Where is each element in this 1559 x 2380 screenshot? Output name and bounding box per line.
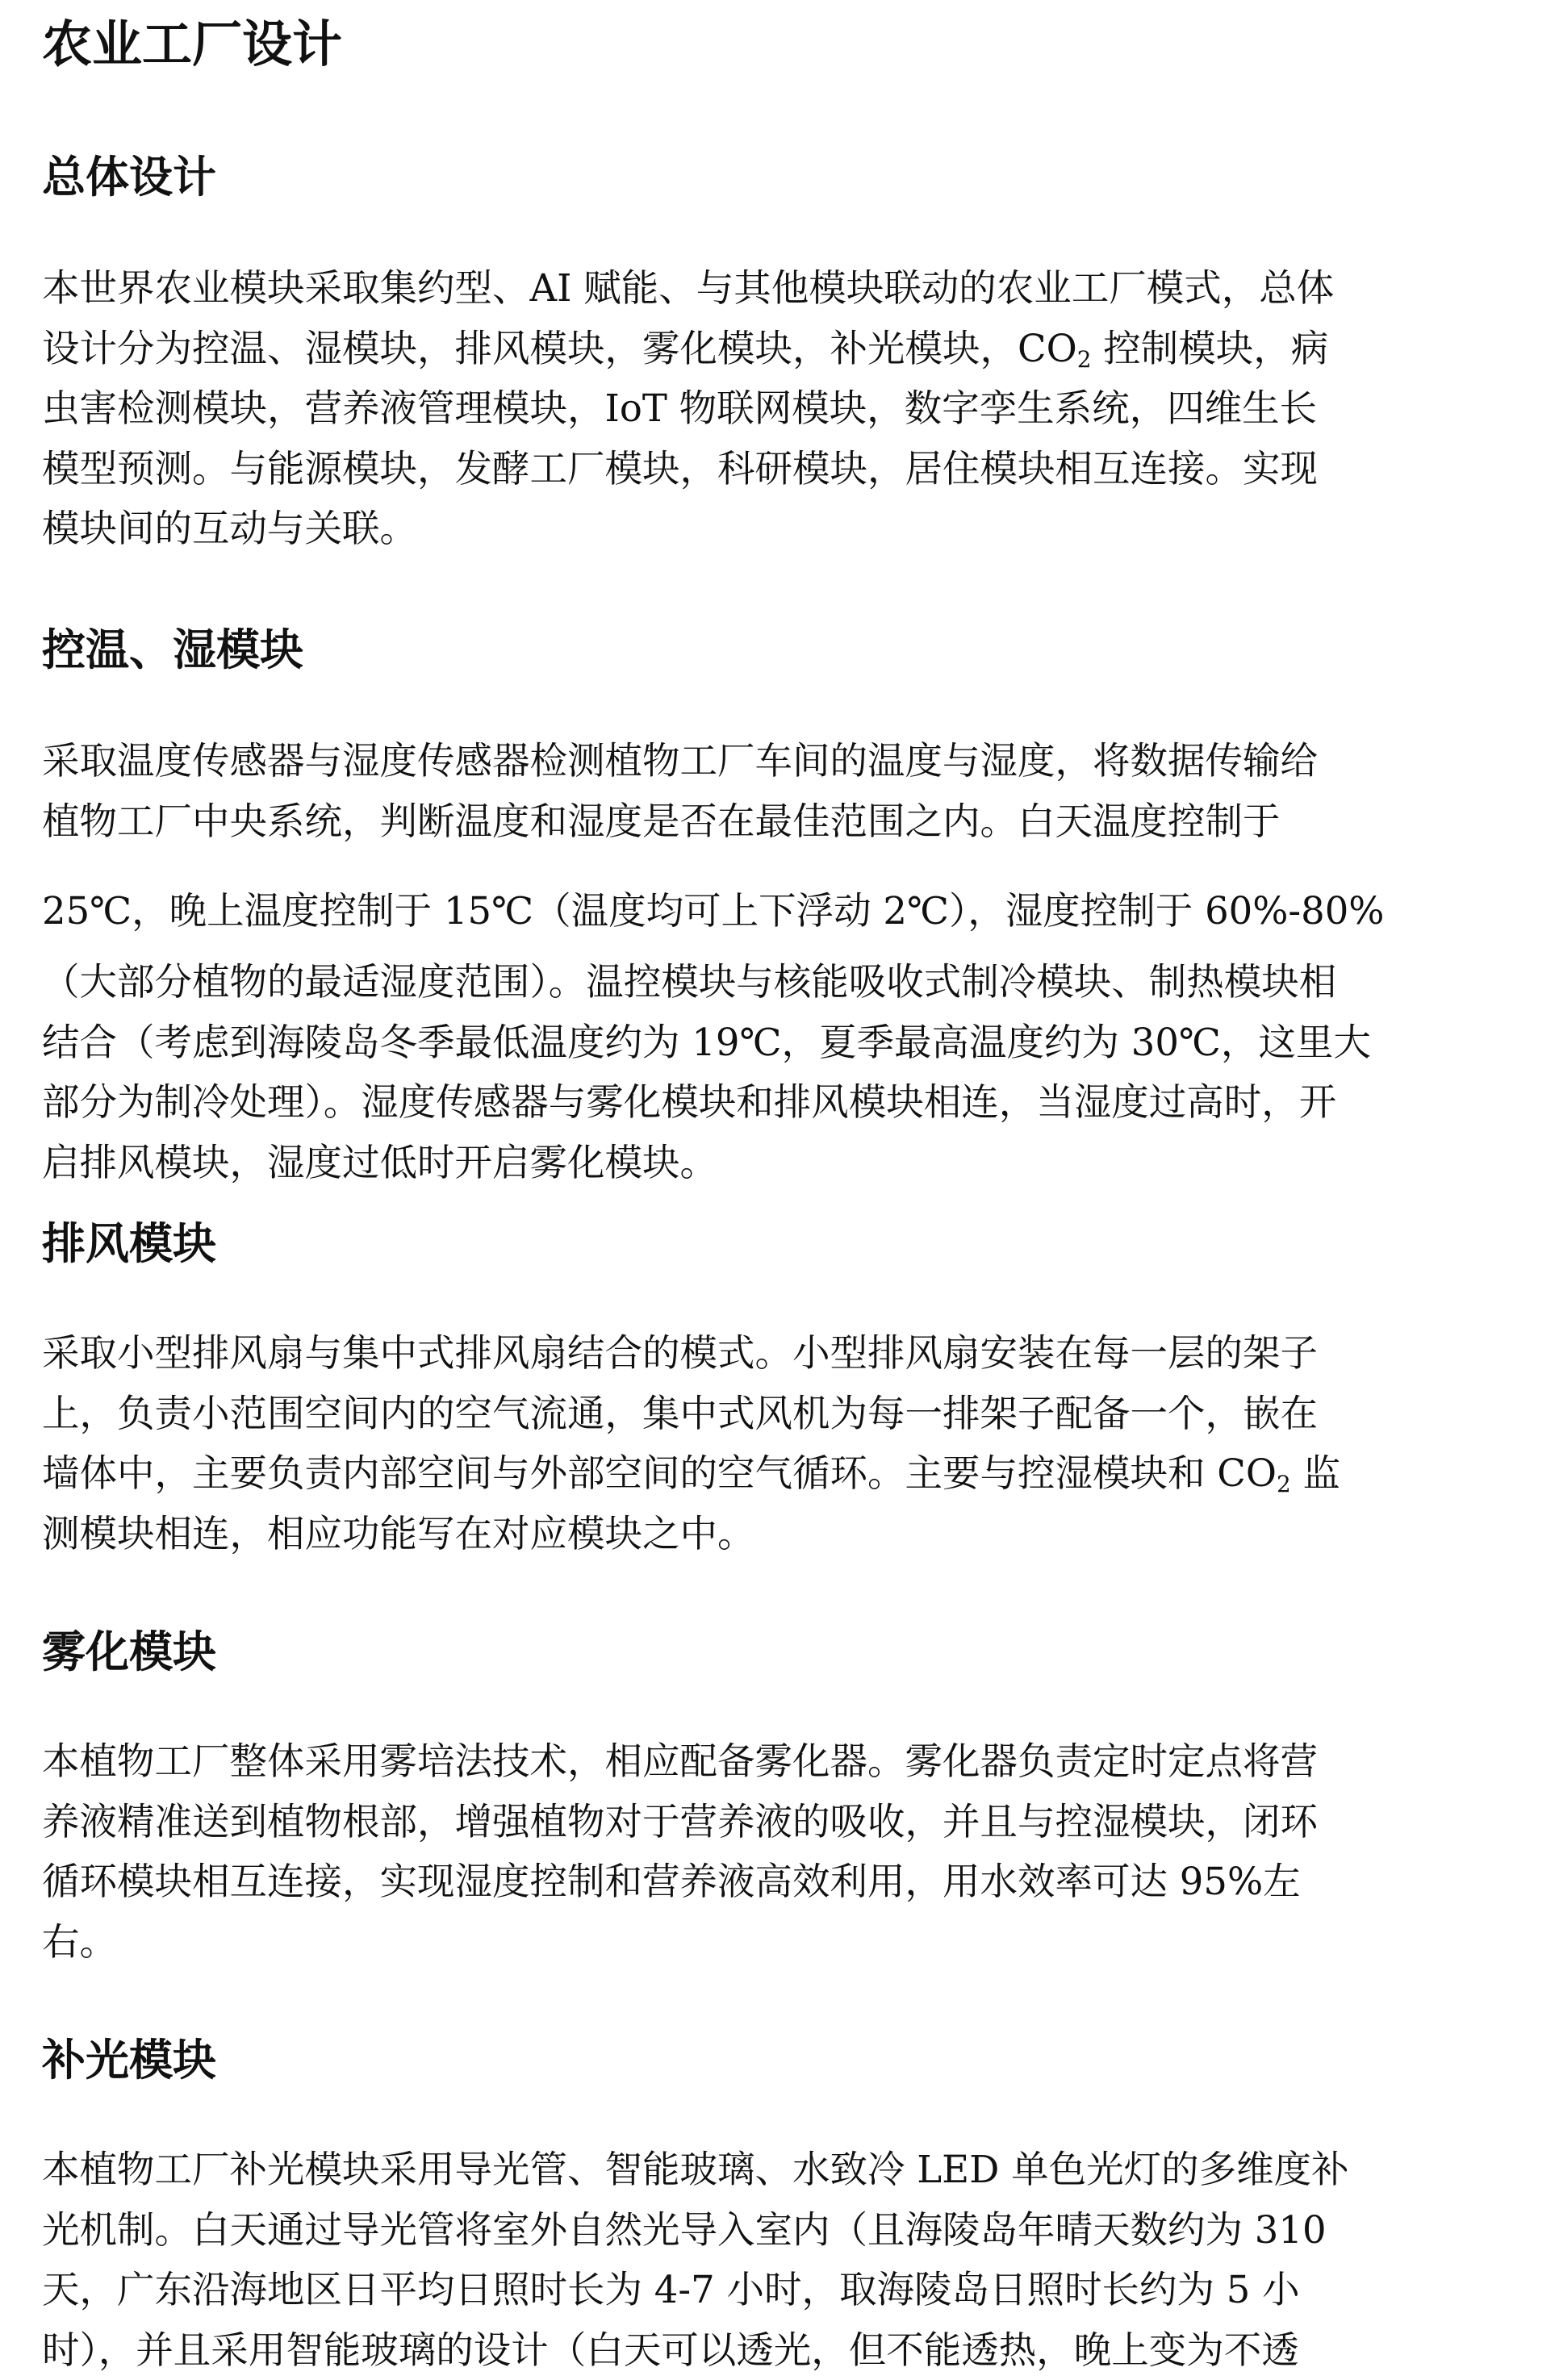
- section-heading-temp-humidity: 控温、湿模块: [42, 620, 303, 681]
- paragraph-line: 上，负责小范围空间内的空气流通，集中式风机为每一排架子配备一个，嵌在: [42, 1384, 1340, 1444]
- paragraph-line: 光机制。白天通过导光管将室外自然光导入室内（且海陵岛年晴天数约为 310: [42, 2200, 1349, 2261]
- section-heading-supplementary-light: 补光模块: [42, 2030, 216, 2091]
- co2-base: CO: [1217, 1451, 1277, 1495]
- paragraph-line: 采取温度传感器与湿度传感器检测植物工厂车间的温度与湿度，将数据传输给: [42, 731, 1318, 791]
- section-paragraph-temp-humidity-cont: [42, 952, 1371, 1192]
- paragraph-line-temperature-values: [42, 881, 1385, 942]
- paragraph-text: 设计分为控温、湿模块，排风模块，雾化模块，补光模块，: [42, 327, 1018, 370]
- paragraph-line: 本植物工厂整体采用雾培法技术，相应配备雾化器。雾化器负责定时定点将营: [42, 1731, 1318, 1792]
- paragraph-line: 天，广东沿海地区日平均日照时长为 4-7 小时，取海陵岛日照时长约为 5 小: [42, 2260, 1349, 2320]
- paragraph-line: 右。: [42, 1912, 1318, 1973]
- section-paragraph-overall: [42, 258, 1334, 559]
- section-heading-atomization: 雾化模块: [42, 1622, 216, 1683]
- paragraph-line: [42, 319, 1334, 379]
- co2-text: [1217, 1451, 1290, 1495]
- co2-text: [1018, 327, 1091, 370]
- paragraph-line: 时），并且采用智能玻璃的设计（白天可以透光，但不能透热，晚上变为不透: [42, 2320, 1349, 2380]
- paragraph-line: 模型预测。与能源模块，发酵工厂模块，科研模块，居住模块相互连接。实现: [42, 439, 1334, 499]
- section-heading-overall: 总体设计: [42, 147, 216, 208]
- paragraph-text: 控制模块，病: [1091, 327, 1328, 370]
- paragraph-line: 循环模块相互连接，实现湿度控制和营养液高效利用，用水效率可达 95%左: [42, 1852, 1318, 1912]
- section-paragraph-supplementary-light: [42, 2140, 1349, 2380]
- paragraph-line: （大部分植物的最适湿度范围）。温控模块与核能吸收式制冷模块、制热模块相: [42, 952, 1371, 1013]
- paragraph-line: 结合（考虑到海陵岛冬季最低温度约为 19℃，夏季最高温度约为 30℃，这里大: [42, 1013, 1371, 1073]
- paragraph-line: 本世界农业模块采取集约型、AI 赋能、与其他模块联动的农业工厂模式，总体: [42, 258, 1334, 319]
- paragraph-line: 本植物工厂补光模块采用导光管、智能玻璃、水致冷 LED 单色光灯的多维度补: [42, 2140, 1349, 2200]
- paragraph-line: 养液精准送到植物根部，增强植物对于营养液的吸收，并且与控湿模块，闭环: [42, 1792, 1318, 1852]
- paragraph-line: 部分为制冷处理）。湿度传感器与雾化模块和排风模块相连，当湿度过高时，开: [42, 1072, 1371, 1133]
- paragraph-line: 植物工厂中央系统，判断温度和湿度是否在最佳范围之内。白天温度控制于: [42, 791, 1318, 852]
- section-paragraph-exhaust: [42, 1323, 1340, 1564]
- paragraph-line: 虫害检测模块，营养液管理模块，IoT 物联网模块，数字孪生系统，四维生长: [42, 378, 1334, 439]
- paragraph-text: 监: [1291, 1451, 1340, 1495]
- co2-base: CO: [1018, 327, 1077, 370]
- paragraph-text: 墙体中，主要负责内部空间与外部空间的空气循环。主要与控湿模块和: [42, 1451, 1217, 1495]
- paragraph-line: 25℃，晚上温度控制于 15℃（温度均可上下浮动 2℃），湿度控制于 60%-80%: [42, 881, 1385, 942]
- paragraph-line: 采取小型排风扇与集中式排风扇结合的模式。小型排风扇安装在每一层的架子: [42, 1323, 1340, 1384]
- section-heading-exhaust: 排风模块: [42, 1213, 216, 1275]
- paragraph-line: [42, 1443, 1340, 1504]
- paragraph-line: 启排风模块，湿度过低时开启雾化模块。: [42, 1133, 1371, 1193]
- paragraph-line: 测模块相连，相应功能写在对应模块之中。: [42, 1504, 1340, 1564]
- co2-subscript: 2: [1277, 1471, 1291, 1497]
- paragraph-line: 模块间的互动与关联。: [42, 499, 1334, 559]
- document-title: 农业工厂设计: [42, 10, 342, 79]
- section-paragraph-temp-humidity: [42, 731, 1318, 851]
- section-paragraph-atomization: [42, 1731, 1318, 1972]
- co2-subscript: 2: [1077, 345, 1092, 372]
